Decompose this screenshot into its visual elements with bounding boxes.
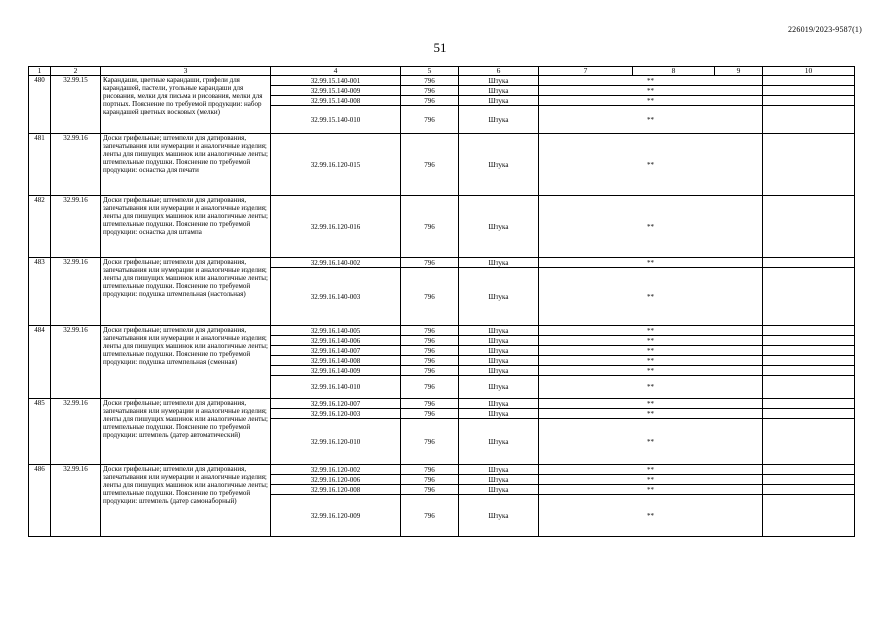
table-row xyxy=(29,326,855,336)
column-10-cell xyxy=(763,76,855,86)
unit-name: Штука xyxy=(459,475,539,485)
ktru-code: 32.99.15.140-008 xyxy=(271,96,401,106)
unit-name: Штука xyxy=(459,258,539,268)
characteristics-mark: ** xyxy=(539,346,763,356)
column-number: 9 xyxy=(715,67,763,76)
okei-code: 796 xyxy=(401,326,459,336)
column-number: 7 xyxy=(539,67,633,76)
column-10-cell xyxy=(763,485,855,495)
characteristics-mark: ** xyxy=(539,356,763,366)
column-10-cell xyxy=(763,268,855,326)
okei-code: 796 xyxy=(401,465,459,475)
okei-code: 796 xyxy=(401,346,459,356)
characteristics-mark: ** xyxy=(539,96,763,106)
column-10-cell xyxy=(763,399,855,409)
okei-code: 796 xyxy=(401,86,459,96)
okei-code: 796 xyxy=(401,366,459,376)
unit-name: Штука xyxy=(459,366,539,376)
column-number: 1 xyxy=(29,67,51,76)
unit-name: Штука xyxy=(459,336,539,346)
column-number: 3 xyxy=(101,67,271,76)
okpd-code: 32.99.16 xyxy=(51,399,101,465)
column-10-cell xyxy=(763,495,855,537)
characteristics-mark: ** xyxy=(539,495,763,537)
ktru-code: 32.99.16.120-006 xyxy=(271,475,401,485)
ktru-code: 32.99.16.140-002 xyxy=(271,258,401,268)
okei-code: 796 xyxy=(401,376,459,399)
table-row xyxy=(29,76,855,86)
okpd-code: 32.99.16 xyxy=(51,258,101,326)
product-description: Доски грифельные; штемпели для датирования, запечатывания или нумерации и аналогичные изделия; ленты для пишущих машинок или аналогичные ленты; штемпельные подушки. Пояснение по требуемой продукции: оснастка для штампа xyxy=(101,196,271,258)
okei-code: 796 xyxy=(401,485,459,495)
product-description: Доски грифельные; штемпели для датирования, запечатывания или нумерации и аналогичные изделия; ленты для пишущих машинок или аналогичные ленты; штемпельные подушки. Пояснение по требуемой продукции: штемпель (датер самонаборный) xyxy=(101,465,271,537)
column-number: 10 xyxy=(763,67,855,76)
ktru-code: 32.99.16.140-006 xyxy=(271,336,401,346)
column-10-cell xyxy=(763,258,855,268)
characteristics-mark: ** xyxy=(539,196,763,258)
characteristics-mark: ** xyxy=(539,76,763,86)
ktru-code: 32.99.15.140-010 xyxy=(271,106,401,134)
characteristics-mark: ** xyxy=(539,485,763,495)
okei-code: 796 xyxy=(401,495,459,537)
column-10-cell xyxy=(763,419,855,465)
ktru-code: 32.99.16.120-016 xyxy=(271,196,401,258)
column-number: 4 xyxy=(271,67,401,76)
unit-name: Штука xyxy=(459,419,539,465)
product-description: Карандаши, цветные карандаши, грифели для карандашей, пастели, угольные карандаши для рисования, мелки для письма и рисования, мелки для портных. Пояснение по требуемой продукции: набор карандашей цветных восковых (мелки) xyxy=(101,76,271,134)
okei-code: 796 xyxy=(401,134,459,196)
column-10-cell xyxy=(763,86,855,96)
unit-name: Штука xyxy=(459,356,539,366)
row-number: 485 xyxy=(29,399,51,465)
unit-name: Штука xyxy=(459,465,539,475)
okei-code: 796 xyxy=(401,106,459,134)
characteristics-mark: ** xyxy=(539,376,763,399)
column-10-cell xyxy=(763,134,855,196)
ktru-code: 32.99.16.120-015 xyxy=(271,134,401,196)
characteristics-mark: ** xyxy=(539,336,763,346)
table-row xyxy=(29,399,855,409)
product-description: Доски грифельные; штемпели для датирования, запечатывания или нумерации и аналогичные изделия; ленты для пишущих машинок или аналогичные ленты; штемпельные подушки. Пояснение по требуемой продукции: подушка штемпельная (сменная) xyxy=(101,326,271,399)
page-number: 51 xyxy=(433,40,447,55)
column-10-cell xyxy=(763,475,855,485)
characteristics-mark: ** xyxy=(539,326,763,336)
row-number: 484 xyxy=(29,326,51,399)
ktru-code: 32.99.16.120-008 xyxy=(271,485,401,495)
table-row xyxy=(29,196,855,258)
row-number: 482 xyxy=(29,196,51,258)
product-description: Доски грифельные; штемпели для датирования, запечатывания или нумерации и аналогичные изделия; ленты для пишущих машинок или аналогичные ленты; штемпельные подушки. Пояснение по требуемой продукции: оснастка для печати xyxy=(101,134,271,196)
column-10-cell xyxy=(763,346,855,356)
unit-name: Штука xyxy=(459,409,539,419)
column-10-cell xyxy=(763,196,855,258)
unit-name: Штука xyxy=(459,485,539,495)
okei-code: 796 xyxy=(401,419,459,465)
column-10-cell xyxy=(763,376,855,399)
ktru-code: 32.99.16.120-003 xyxy=(271,409,401,419)
ktru-code: 32.99.16.140-008 xyxy=(271,356,401,366)
characteristics-mark: ** xyxy=(539,134,763,196)
row-number: 481 xyxy=(29,134,51,196)
characteristics-mark: ** xyxy=(539,399,763,409)
unit-name: Штука xyxy=(459,495,539,537)
characteristics-mark: ** xyxy=(539,366,763,376)
product-description: Доски грифельные; штемпели для датирования, запечатывания или нумерации и аналогичные изделия; ленты для пишущих машинок или аналогичные ленты; штемпельные подушки. Пояснение по требуемой продукции: штемпель (датер автоматический) xyxy=(101,399,271,465)
table-row xyxy=(29,134,855,196)
okpd-code: 32.99.16 xyxy=(51,134,101,196)
okpd-code: 32.99.16 xyxy=(51,196,101,258)
column-10-cell xyxy=(763,366,855,376)
column-number: 8 xyxy=(633,67,715,76)
ktru-code: 32.99.15.140-001 xyxy=(271,76,401,86)
column-number: 6 xyxy=(459,67,539,76)
okei-code: 796 xyxy=(401,399,459,409)
okei-code: 796 xyxy=(401,258,459,268)
row-number: 483 xyxy=(29,258,51,326)
unit-name: Штука xyxy=(459,76,539,86)
row-number: 486 xyxy=(29,465,51,537)
column-10-cell xyxy=(763,96,855,106)
column-number: 5 xyxy=(401,67,459,76)
table-row xyxy=(29,465,855,475)
okpd-code: 32.99.16 xyxy=(51,326,101,399)
column-number: 2 xyxy=(51,67,101,76)
ktru-code: 32.99.16.140-009 xyxy=(271,366,401,376)
ktru-code: 32.99.16.120-007 xyxy=(271,399,401,409)
row-number: 480 xyxy=(29,76,51,134)
ktru-code: 32.99.15.140-009 xyxy=(271,86,401,96)
okei-code: 796 xyxy=(401,76,459,86)
product-description: Доски грифельные; штемпели для датирования, запечатывания или нумерации и аналогичные изделия; ленты для пишущих машинок или аналогичные ленты; штемпельные подушки. Пояснение по требуемой продукции: подушка штемпельная (настольная) xyxy=(101,258,271,326)
column-10-cell xyxy=(763,326,855,336)
okei-code: 796 xyxy=(401,336,459,346)
characteristics-mark: ** xyxy=(539,465,763,475)
characteristics-mark: ** xyxy=(539,409,763,419)
registry-table xyxy=(28,66,855,537)
okei-code: 796 xyxy=(401,96,459,106)
characteristics-mark: ** xyxy=(539,475,763,485)
okei-code: 796 xyxy=(401,268,459,326)
okei-code: 796 xyxy=(401,409,459,419)
ktru-code: 32.99.16.140-010 xyxy=(271,376,401,399)
okei-code: 796 xyxy=(401,356,459,366)
ktru-code: 32.99.16.120-002 xyxy=(271,465,401,475)
unit-name: Штука xyxy=(459,96,539,106)
unit-name: Штука xyxy=(459,268,539,326)
ktru-code: 32.99.16.120-010 xyxy=(271,419,401,465)
characteristics-mark: ** xyxy=(539,86,763,96)
column-10-cell xyxy=(763,409,855,419)
unit-name: Штука xyxy=(459,106,539,134)
column-10-cell xyxy=(763,336,855,346)
characteristics-mark: ** xyxy=(539,258,763,268)
ktru-code: 32.99.16.140-007 xyxy=(271,346,401,356)
column-number-row xyxy=(29,67,855,76)
ktru-code: 32.99.16.120-009 xyxy=(271,495,401,537)
okei-code: 796 xyxy=(401,196,459,258)
okpd-code: 32.99.16 xyxy=(51,465,101,537)
characteristics-mark: ** xyxy=(539,419,763,465)
okpd-code: 32.99.15 xyxy=(51,76,101,134)
unit-name: Штука xyxy=(459,196,539,258)
unit-name: Штука xyxy=(459,376,539,399)
column-10-cell xyxy=(763,356,855,366)
column-10-cell xyxy=(763,465,855,475)
table-row xyxy=(29,258,855,268)
ktru-code: 32.99.16.140-003 xyxy=(271,268,401,326)
unit-name: Штука xyxy=(459,86,539,96)
column-10-cell xyxy=(763,106,855,134)
unit-name: Штука xyxy=(459,346,539,356)
okei-code: 796 xyxy=(401,475,459,485)
unit-name: Штука xyxy=(459,326,539,336)
unit-name: Штука xyxy=(459,399,539,409)
unit-name: Штука xyxy=(459,134,539,196)
ktru-code: 32.99.16.140-005 xyxy=(271,326,401,336)
document-number: 226019/2023-9587(1) xyxy=(787,25,862,34)
characteristics-mark: ** xyxy=(539,106,763,134)
characteristics-mark: ** xyxy=(539,268,763,326)
